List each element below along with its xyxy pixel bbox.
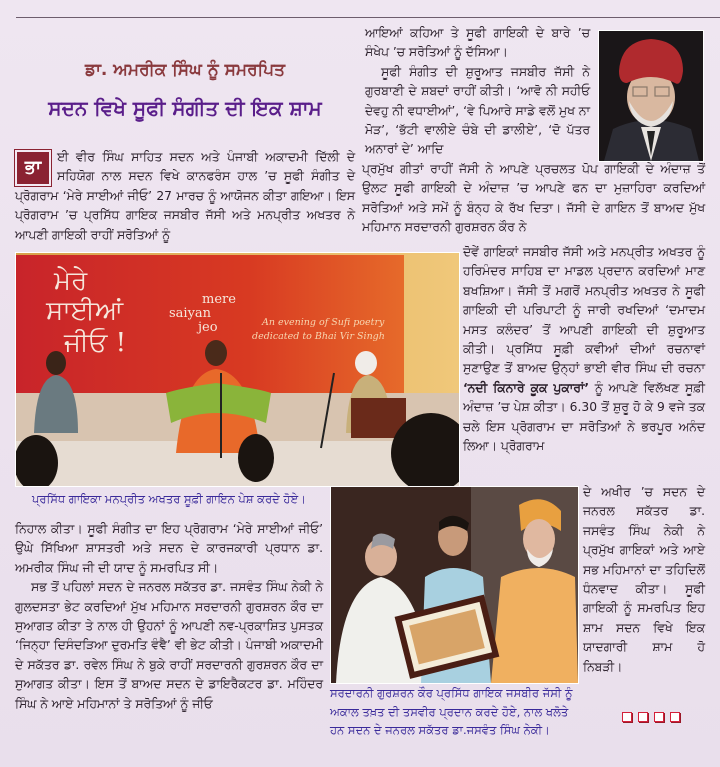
paragraph: ਆਇਆਂ ਕਹਿਆ ਤੇ ਸੂਫੀ ਗਾਇਕੀ ਦੇ ਬਾਰੇ ’ਚ ਸੰਖੇਪ ’ਚ ਸਰੋਤਿਆਂ ਨੂੰ ਦੱਸਿਆ। xyxy=(365,26,590,60)
award-photo-caption: ਸਰਦਾਰਨੀ ਗੁਰਸ਼ਰਨ ਕੌਰ ਪ੍ਰਸਿੱਧ ਗਾਇਕ ਜਸਬੀਰ ਜੱਸੀ ਨੂੰ ਅਕਾਲ ਤਖ਼ਤ ਦੀ ਤਸਵੀਰ ਪ੍ਰਦਾਨ ਕਰਦੇ ਹੋਏ, ਨਾਲ ਖਲੋਤੇ ਹਨ ਸਦਨ ਦੇ ਜਨਰਲ ਸਕੱਤਰ ਡਾ.ਜਸਵੰਤ ਸਿੰਘ ਨੇਕੀ। xyxy=(330,686,573,737)
stage-image xyxy=(16,253,459,486)
paragraph: ਪ੍ਰਮੁੱਖ ਗੀਤਾਂ ਰਾਹੀਂ ਜੱਸੀ ਨੇ ਆਪਣੇ ਪ੍ਰਚਲਤ ਪੋਪ ਗਾਇਕੀ ਦੇ ਅੰਦਾਜ਼ ਤੋਂ ਉਲਟ ਸੂਫੀ ਗਾਇਕੀ ਦੇ ਅੰਦਾਜ਼ ’ਚ ਆਪਣੇ ਫਨ ਦਾ ਮੁਜ਼ਾਹਿਰਾ ਕਰਦਿਆਂ ਸਰੋਤਿਆਂ ਅਤੇ ਸਮੇਂ ਨੂੰ ਬੰਨ੍ਹ ਕੇ ਰੱਖ ਦਿਤਾ। ਜੱਸੀ ਦੇ ਗਾਇਨ ਤੋਂ ਬਾਅਦ ਮੁੱਖ ਮਹਿਮਾਨ ਸਰਦਾਰਨੀ ਗੁਰਸ਼ਰਨ ਕੌਰ ਨੇ xyxy=(362,162,705,235)
end-mark-square xyxy=(654,712,664,722)
stage-photo-caption: ਪ੍ਰਸਿੱਧ ਗਾਇਕਾ ਮਨਪ੍ਰੀਤ ਅਖਤਰ ਸੂਫ਼ੀ ਗਾਇਨ ਪੇਸ਼ ਕਰਦੇ ਹੋਏ। xyxy=(32,492,306,506)
paragraph: ਨਿਹਾਲ ਕੀਤਾ। ਸੂਫੀ ਸੰਗੀਤ ਦਾ ਇਹ ਪ੍ਰੋਗਰਾਮ ‘ਮੇਰੇ ਸਾਈਆਂ ਜੀਓ’ ਉਘੇ ਸਿੱਖਿਆ ਸ਼ਾਸਤਰੀ ਅਤੇ ਸਦਨ ਦੇ ਕਾਰਜਕਾਰੀ ਪ੍ਰਧਾਨ ਡਾ. ਅਮਰੀਕ ਸਿੰਘ ਜੀ ਦੀ ਯਾਦ ਨੂੰ ਸਮਰਪਿਤ ਸੀ। xyxy=(15,522,323,575)
banner-tagline-1: An evening of Sufi poetry xyxy=(262,317,385,328)
paragraph: ਸਭ ਤੋਂ ਪਹਿਲਾਂ ਸਦਨ ਦੇ ਜਨਰਲ ਸਕੱਤਰ ਡਾ. ਜਸਵੰਤ ਸਿੰਘ ਨੇਕੀ ਨੇ ਗੁਲਦਸਤਾ ਭੇਟ ਕਰਦਿਆਂ ਮੁੱਖ ਮਹਿਮਾਨ ਸਰਦਾਰਨੀ ਗੁਰਸ਼ਰਨ ਕੌਰ ਦਾ ਸੁਆਗਤ ਕੀਤਾ ਤੇ ਨਾਲ ਹੀ ਉਹਨਾਂ ਨੂੰ ਆਪਣੀ ਨਵ-ਪ੍ਰਕਾਸ਼ਿਤ ਪੁਸਤਕ ‘ਜਿਨ੍ਹਾ ਦਿਸੰਦੜਿਆ ਦੁਰਮਤਿ ਵੰਞੈ’ ਵੀ ਭੇਟ ਕੀਤੀ। ਪੰਜਾਬੀ ਅਕਾਦਮੀ ਦੇ ਸਕੱਤਰ ਡਾ. ਰਵੇਲ ਸਿੰਘ ਨੇ ਬੁਕੇ ਰਾਹੀਂ ਸਰਦਾਰਨੀ ਗੁਰਸ਼ਰਨ ਕੌਰ ਦਾ ਸੁਆਗਤ ਕੀਤਾ। ਇਸ ਤੋਂ ਬਾਅਦ ਸਦਨ ਦੇ ਡਾਇਰੈਕਟਰ ਡਾ. ਮਹਿੰਦਰ ਸਿੰਘ ਨੇ ਆਏ ਮਹਿਮਾਨਾਂ ਤੇ ਸਰੋਤਿਆਂ ਨੂੰ ਜੀਓ xyxy=(15,580,323,711)
right-column-middle xyxy=(463,243,705,456)
right-column-narrow xyxy=(583,483,705,677)
right-column-wide xyxy=(362,160,705,238)
banner-tagline-2: dedicated to Bhai Vir Singh xyxy=(252,331,385,342)
award-photo xyxy=(330,486,579,684)
intro-text: ਈ ਵੀਰ ਸਿੰਘ ਸਾਹਿਤ ਸਦਨ ਅਤੇ ਪੰਜਾਬੀ ਅਕਾਦਮੀ ਦਿੱਲੀ ਦੇ ਸਹਿਯੋਗ ਨਾਲ ਸਦਨ ਵਿਖੇ ਕਾਨਫਰੰਸ ਹਾਲ ’ਚ ਸੂਫੀ ਸੰਗੀਤ ਦੇ ਪ੍ਰੋਗਰਾਮ ‘ਮੇਰੇ ਸਾਈਆਂ ਜੀਓ’ 27 ਮਾਰਚ ਨੂੰ ਆਯੋਜਨ ਕੀਤਾ ਗਇਆ। ਇਸ ਪ੍ਰੋਗਰਾਮ ’ਚ ਪ੍ਰਸਿੱਧ ਗਾਇਕ ਜਸਬੀਰ ਜੱਸੀ ਅਤੇ ਮਨਪ੍ਰੀਤ ਅਖਤਰ ਨੇ ਆਪਣੀ ਗਾਇਕੀ ਰਾਹੀਂ ਸਰੋਤਿਆਂ ਨੂੰ xyxy=(15,150,355,242)
banner-punjabi-2: ਸਾਈਆਂ xyxy=(46,296,124,326)
end-mark-square xyxy=(670,712,680,722)
left-column-lower xyxy=(15,520,323,714)
banner-punjabi-1: ਮੇਰੇ xyxy=(54,266,88,296)
portrait-photo xyxy=(598,30,704,162)
headline: ਸਦਨ ਵਿਖੇ ਸੂਫੀ ਸੰਗੀਤ ਦੀ ਇਕ ਸ਼ਾਮ xyxy=(48,96,322,120)
banner-english-3: jeo xyxy=(198,320,218,335)
paragraph: ਦੇ ਅਖੀਰ ’ਚ ਸਦਨ ਦੇ ਜਨਰਲ ਸਕੱਤਰ ਡਾ. ਜਸਵੰਤ ਸਿੰਘ ਨੇਕੀ ਨੇ ਪ੍ਰਮੁੱਖ ਗਾਇਕਾਂ ਅਤੇ ਆਏ ਸਭ ਮਹਿਮਾਨਾਂ ਦਾ ਤਹਿਦਿਲੋਂ ਧੰਨਵਾਦ ਕੀਤਾ। ਸੂਫੀ ਗਾਇਕੀ ਨੂੰ ਸਮਰਪਿਤ ਇਹ ਸ਼ਾਮ ਸਦਨ ਵਿਖੇ ਇਕ ਯਾਦਗਾਰੀ ਸ਼ਾਮ ਹੋ ਨਿਬੜੀ। xyxy=(583,485,705,674)
banner-english-2: saiyan xyxy=(169,306,212,321)
award-image xyxy=(331,487,578,683)
drop-cap: ਭਾ xyxy=(15,150,51,186)
end-mark-square xyxy=(622,712,632,722)
banner-english-1: mere xyxy=(202,292,236,307)
stage-photo xyxy=(15,252,460,487)
banner-punjabi-3: ਜੀਓ ! xyxy=(64,328,127,358)
portrait-image xyxy=(599,31,703,161)
paragraph-text: ਦੋਵੇਂ ਗਾਇਕਾਂ ਜਸਬੀਰ ਜੱਸੀ ਅਤੇ ਮਨਪ੍ਰੀਤ ਅਖਤਰ ਨੂੰ ਹਰਿਮੰਦਰ ਸਾਹਿਬ ਦਾ ਮਾਡਲ ਪ੍ਰਦਾਨ ਕਰਦਿਆਂ ਮਾਣ ਬਖਸ਼ਿਆ। ਜੱਸੀ ਤੋਂ ਮਗਰੋਂ ਮਨਪ੍ਰੀਤ ਅਖਤਰ ਨੇ ਸੂਫੀ ਗਾਇਕੀ ਦੀ ਪਰਿਪਾਟੀ ਨੂੰ ਜਾਰੀ ਰਖਦਿਆਂ ‘ਦਮਾਦਮ ਮਸਤ ਕਲੰਦਰ’ ਤੋਂ ਆਪਣੀ ਗਾਇਕੀ ਦੀ ਸ਼ੁਰੂਆਤ ਕੀਤੀ। ਪ੍ਰਸਿੱਧ ਸੂਫ਼ੀ ਕਵੀਆਂ ਦੀਆਂ ਰਚਨਾਵਾਂ ਸੁਣਾਉਣ ਤੋਂ ਬਾਅਦ ਉਨ੍ਹਾਂ ਭਾਈ ਵੀਰ ਸਿੰਘ ਦੀ ਰਚਨਾ xyxy=(463,245,705,376)
top-rule xyxy=(16,17,720,18)
end-of-article-marks xyxy=(622,712,680,722)
end-mark-square xyxy=(638,712,648,722)
kicker: ਡਾ. ਅਮਰੀਕ ਸਿੰਘ ਨੂੰ ਸਮਰਪਿਤ xyxy=(85,60,285,80)
paragraph-text: ਨੂੰ ਆਪਣੇ ਵਿਲੱਖਣ ਸੂਫ਼ੀ ਅੰਦਾਜ਼ ’ਚ ਪੇਸ਼ ਕੀਤਾ। 6.30 ਤੋਂ ਸ਼ੁਰੂ ਹੋ ਕੇ 9 ਵਜੇ ਤਕ ਚਲੇ ਇਸ ਪ੍ਰੋਗਰਾਮ ਦਾ ਸਰੋਤਿਆਂ ਨੇ ਭਰਪੂਰ ਅਨੰਦ ਲਿਆ। ਪ੍ਰੋਗਰਾਮ xyxy=(463,380,705,454)
paragraph: ਸੂਫੀ ਸੰਗੀਤ ਦੀ ਸ਼ੁਰੂਆਤ ਜਸਬੀਰ ਜੱਸੀ ਨੇ ਗੁਰਬਾਣੀ ਦੇ ਸ਼ਬਦਾਂ ਰਾਹੀਂ ਕੀਤੀ। ‘ਆਵੋ ਨੀ ਸਹੀਓ ਦੇਵਹੁ ਨੀ ਵਧਾਈਆਂ’, ‘ਵੇ ਪਿਆਰੇ ਸਾਡੇ ਵਲੋਂ ਮੁਖ ਨਾ ਮੋੜ’, ‘ਭੱਟੀ ਵਾਲੀਏ ਚੰਬੇ ਦੀ ਡਾਲੀਏ’, ‘ਦੋ ਪੱਤਰ ਅਨਾਰਾਂ ਦੇ’ ਆਦਿ xyxy=(365,64,590,157)
right-column-top xyxy=(365,24,590,160)
poem-title: ‘ਨਦੀ ਕਿਨਾਰੇ ਕੂਕ ਪੁਕਾਰਾਂ’ xyxy=(463,380,590,395)
intro-paragraph xyxy=(15,148,355,245)
